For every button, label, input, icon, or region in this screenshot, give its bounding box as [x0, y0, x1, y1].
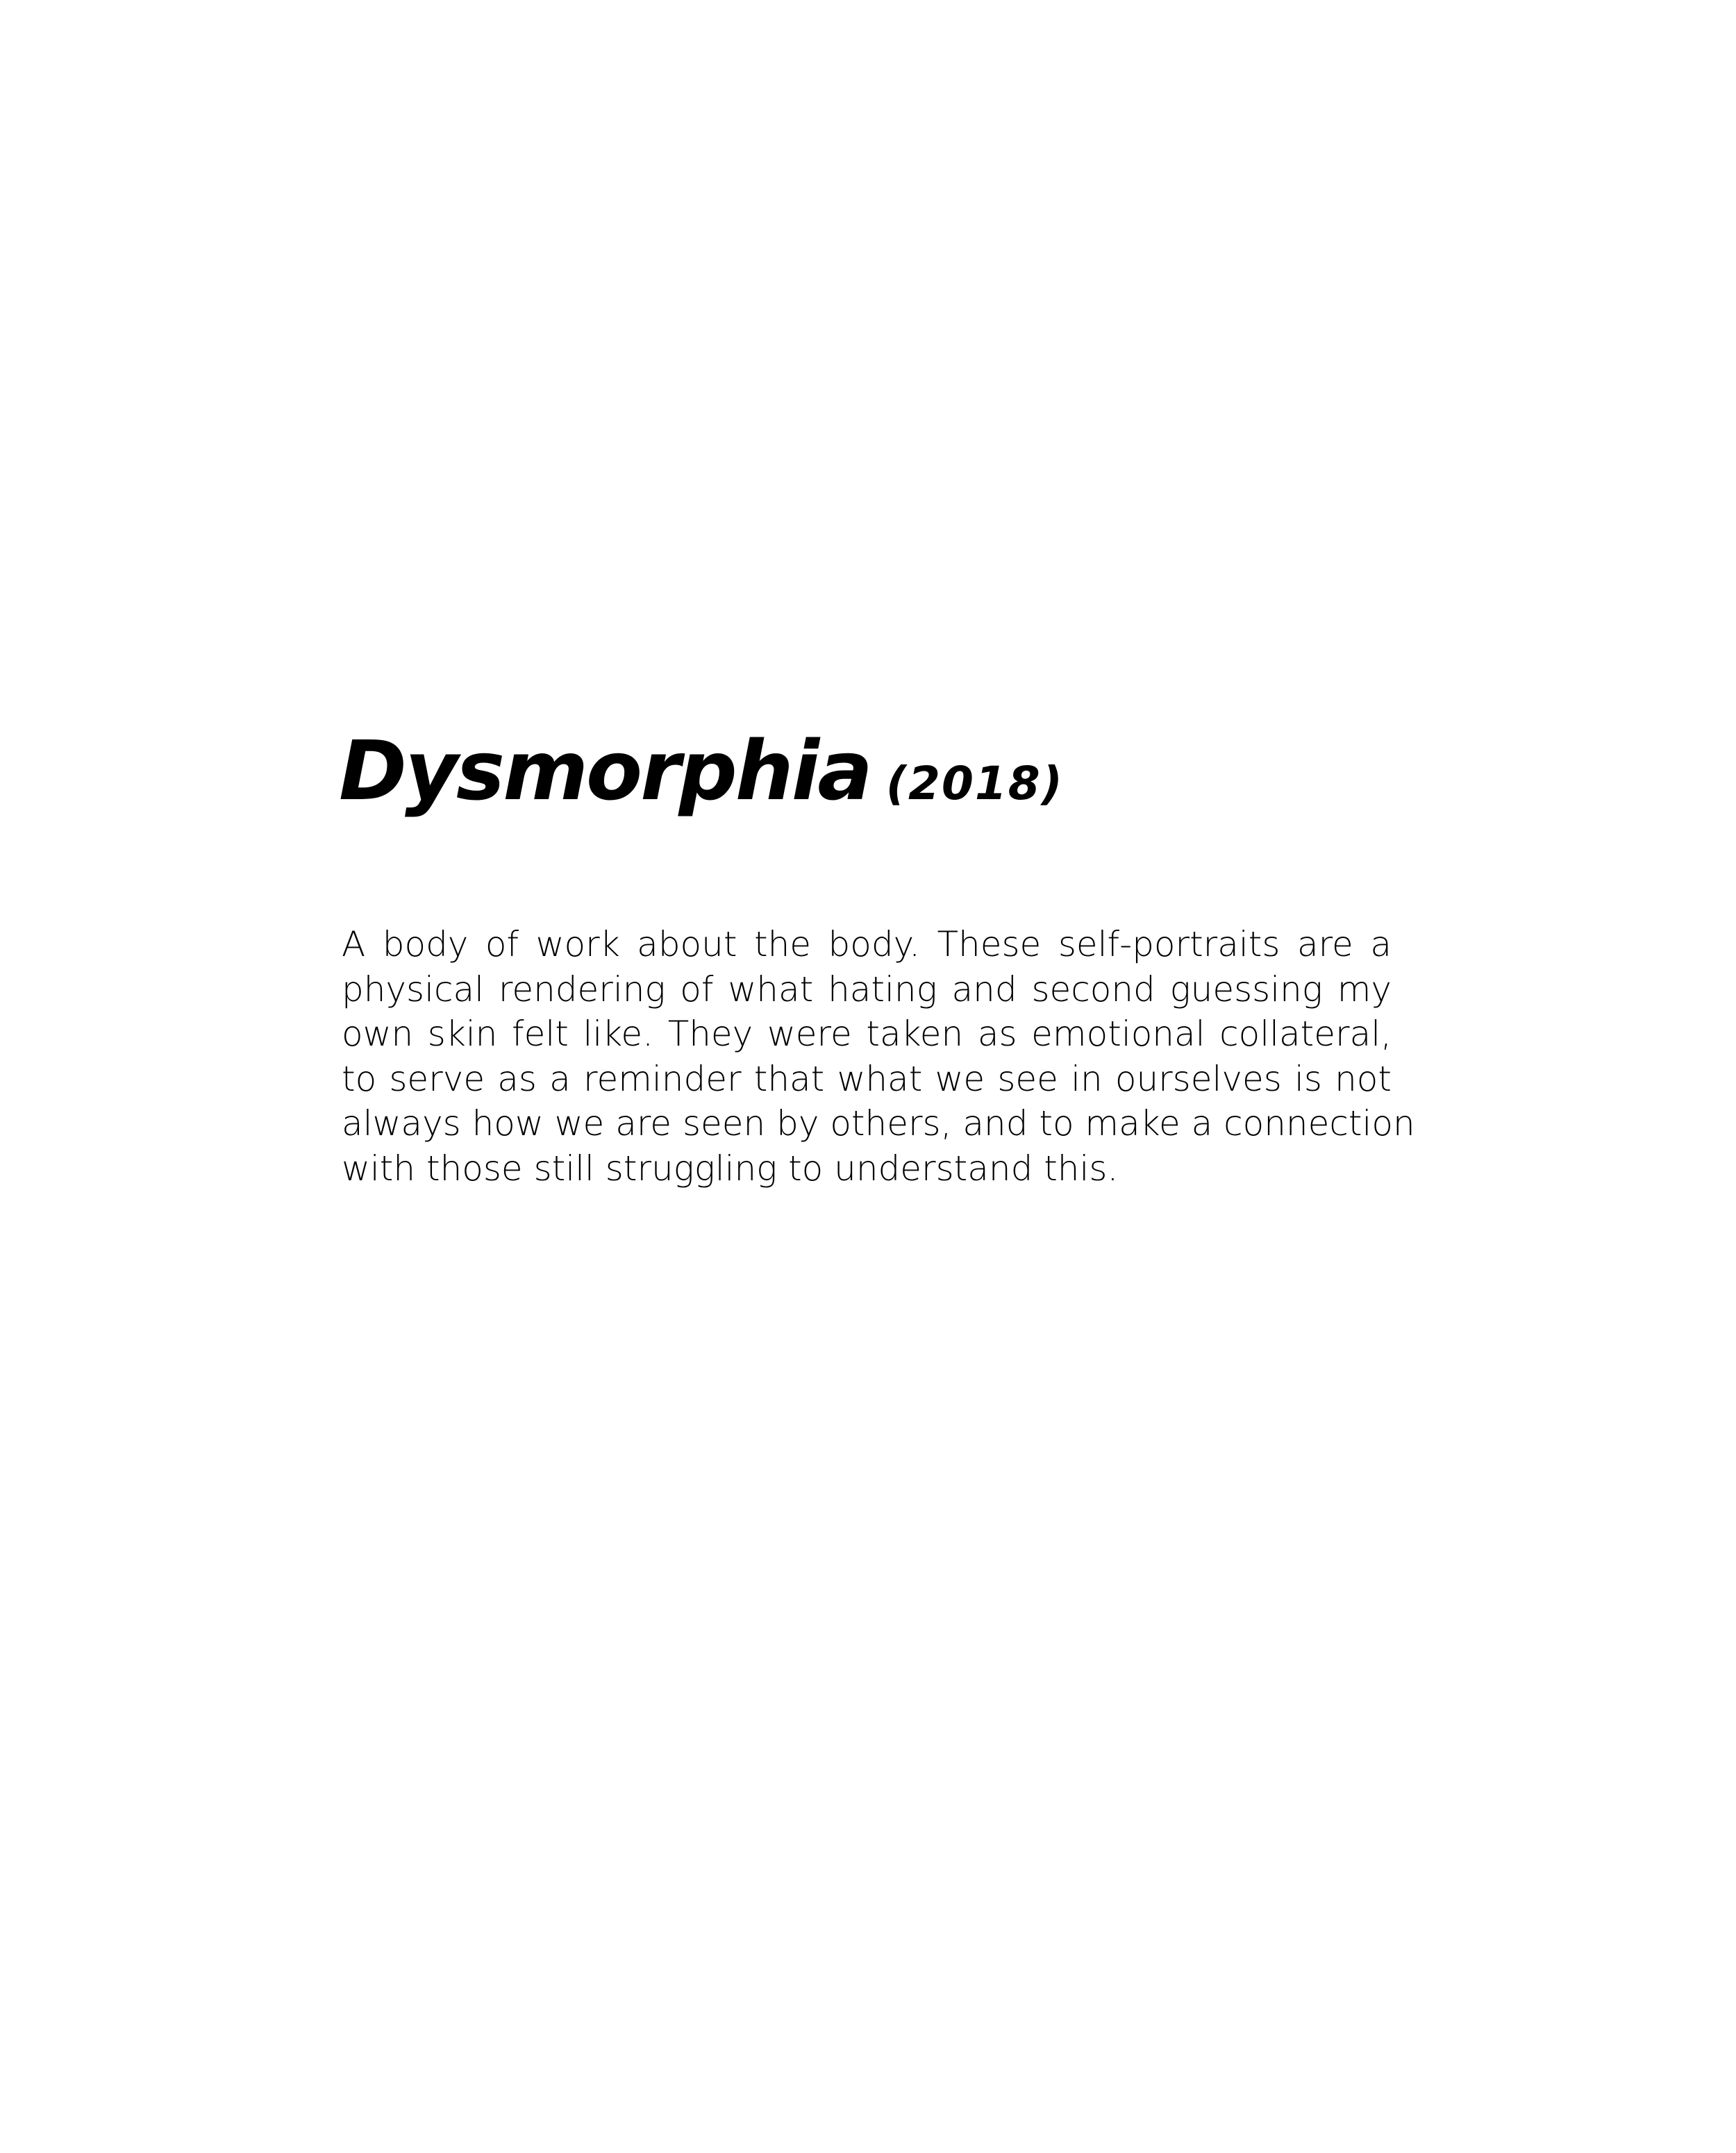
title-year: (2018)	[885, 757, 1064, 810]
description-line: physical rendering of what hating and second guessing my	[342, 969, 1392, 1010]
description-paragraph	[342, 922, 1415, 1191]
page-title	[339, 715, 1450, 826]
description-line: with those still struggling to understand this.	[342, 1148, 1119, 1189]
title-text: Dysmorphia	[339, 723, 871, 819]
description-line: own skin felt like. They were taken as emotional collateral,	[342, 1014, 1392, 1054]
description-line: to serve as a reminder that what we see in ourselves is not	[342, 1058, 1392, 1099]
description-line: always how we are seen by others, and to make a connection	[342, 1103, 1415, 1143]
description-line: A body of work about the body. These self-portraits are a	[342, 924, 1392, 964]
